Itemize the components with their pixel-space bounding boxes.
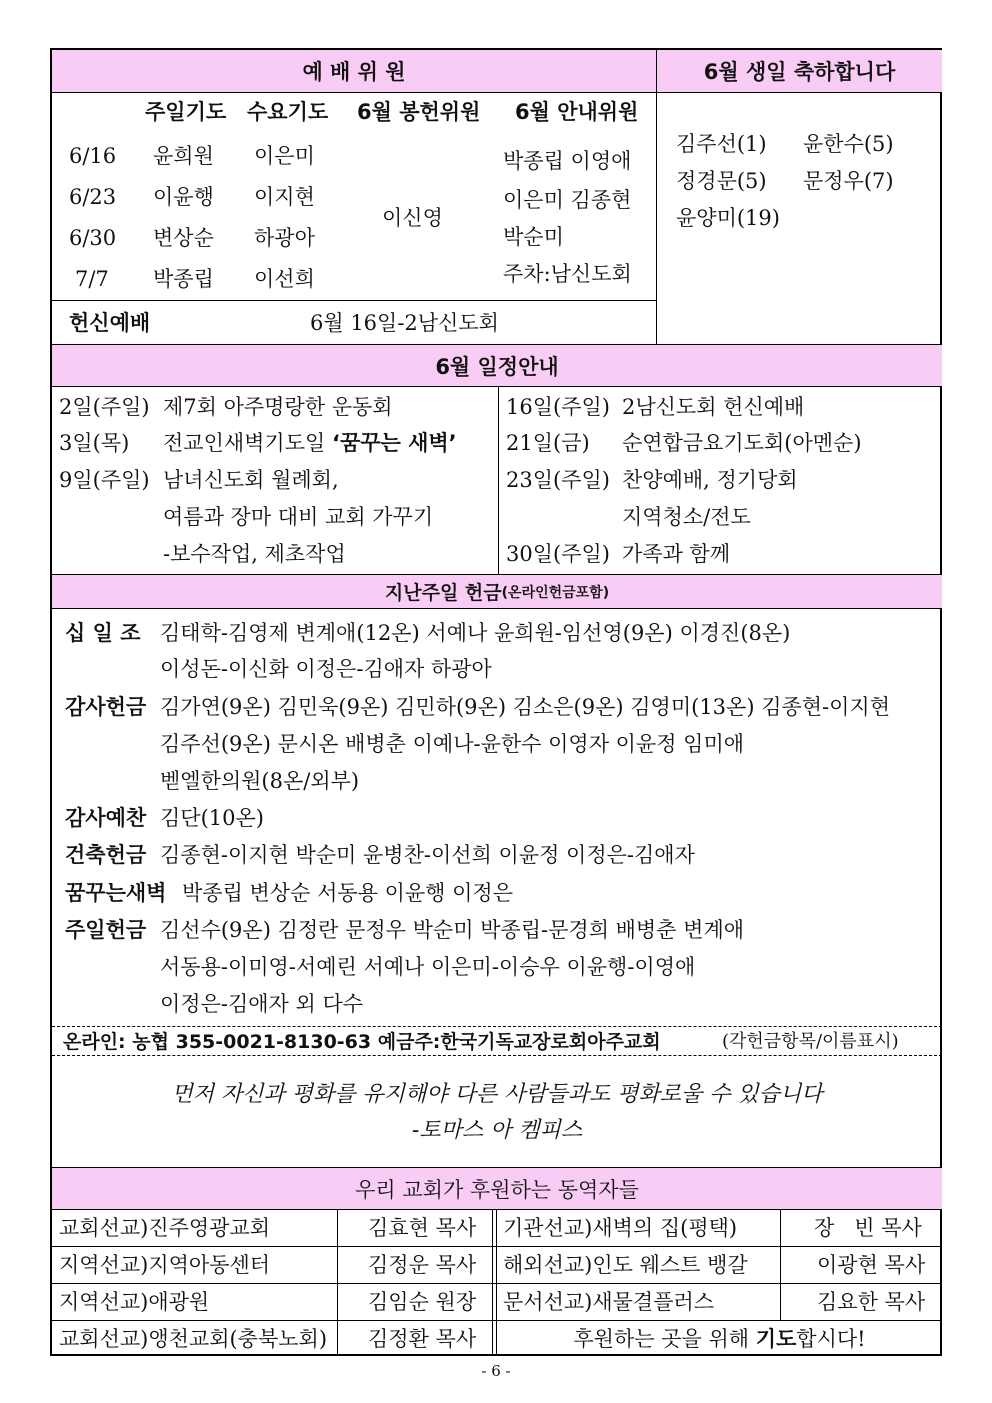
offering-label-thanks: 감사헌금	[65, 695, 147, 719]
mission-place: 문서선교)새물결플러스	[503, 1290, 715, 1314]
offering-names: 서동용-이미영-서예린 서예나 이은미-이승우 이윤행-이영애	[160, 955, 696, 979]
mission-place: 교회선교)진주영광교회	[59, 1216, 271, 1240]
birthday-name: 윤한수(5)	[803, 132, 894, 156]
dedication-value: 6월 16일-2남신도회	[310, 311, 499, 335]
col-wed-prayer: 수요기도	[247, 100, 329, 124]
schedule-text: 순연합금요기도회(아멘순)	[622, 431, 862, 455]
row-wed-prayer: 이지현	[254, 185, 315, 209]
offering-names: 이성돈-이신화 이정은-김애자 하광아	[160, 657, 492, 681]
col-divider	[337, 1209, 338, 1356]
row-sunday-prayer: 윤희원	[153, 144, 214, 168]
offering-label-sunday: 주일헌금	[65, 918, 147, 942]
col-sunday-prayer: 주일기도	[145, 100, 227, 124]
mission-person: 김임순 원장	[368, 1290, 477, 1314]
mission-place: 해외선교)인도 웨스트 뱅갈	[503, 1253, 748, 1277]
offering-names: 김종현-이지현 박순미 윤병찬-이선희 이윤정 이정은-김애자	[160, 843, 695, 867]
mission-place: 지역선교)애광원	[59, 1290, 210, 1314]
quote-text: 먼저 자신과 평화를 유지해야 다른 사람들과도 평화로울 수 있습니다	[171, 1082, 823, 1107]
mission-person: 김정환 목사	[368, 1327, 477, 1351]
mission-person: 김정운 목사	[368, 1253, 477, 1277]
row-date: 7/7	[75, 267, 109, 291]
quote-author: -토마스 아 켐피스	[411, 1118, 583, 1143]
schedule-text: 제7회 아주명랑한 운동회	[163, 395, 393, 419]
schedule-date: 21일(금)	[506, 431, 590, 455]
online-bottom-dots	[52, 1055, 942, 1056]
bulletin-page	[50, 48, 942, 1356]
birthday-name: 김주선(1)	[676, 132, 767, 156]
schedule-text: 전교인새벽기도일 ‘꿈꾸는 새벽’	[163, 431, 457, 455]
birthday-name: 정경문(5)	[676, 169, 767, 193]
schedule-date: 23일(주일)	[506, 468, 610, 492]
offering-person: 이신영	[382, 206, 443, 230]
birthday-name: 문정우(7)	[803, 169, 894, 193]
schedule-header: 6월 일정안내	[52, 345, 942, 387]
schedule-date: 3일(목)	[59, 431, 130, 455]
row-divider	[52, 1246, 942, 1247]
row-date: 6/16	[69, 144, 117, 168]
offering-label-building: 건축헌금	[65, 843, 147, 867]
schedule-text: 가족과 함께	[622, 542, 731, 566]
guide-line: 주차:남신도회	[503, 262, 632, 286]
col-divider	[780, 1209, 781, 1320]
schedule-date: 16일(주일)	[506, 395, 610, 419]
mission-person: 김효현 목사	[368, 1216, 477, 1240]
online-top-dots	[52, 1026, 942, 1027]
offering-names: 김주선(9온) 문시온 배병춘 이예나-윤한수 이영자 이윤정 임미애	[160, 732, 745, 756]
row-divider	[52, 1320, 942, 1321]
schedule-text: 2남신도회 헌신예배	[622, 395, 805, 419]
schedule-date: 9일(주일)	[59, 468, 150, 492]
mission-place: 교회선교)앵천교회(충북노회)	[59, 1327, 328, 1351]
row-date: 6/30	[69, 226, 117, 250]
col-guide-committee: 6월 안내위원	[515, 100, 639, 124]
worship-birthday-divider	[656, 50, 657, 344]
mission-person: 이광현 목사	[817, 1253, 926, 1277]
birthday-header: 6월 생일 축하합니다	[657, 50, 942, 93]
birthday-name: 윤양미(19)	[676, 206, 780, 230]
col-offering-committee: 6월 봉헌위원	[357, 100, 481, 124]
offering-names: 이정은-김애자 외 다수	[160, 992, 364, 1016]
missions-header: 우리 교회가 후원하는 동역자들	[52, 1168, 942, 1210]
col-divider	[492, 1209, 493, 1356]
row-date: 6/23	[69, 185, 117, 209]
mission-place: 지역선교)지역아동센터	[59, 1253, 271, 1277]
offering-names: 박종립 변상순 서동용 이윤행 이정은	[182, 881, 513, 905]
row-sunday-prayer: 변상순	[153, 226, 214, 250]
mission-closing: 후원하는 곳을 위해 기도합시다!	[573, 1327, 866, 1351]
online-account: 온라인: 농협 355-0021-8130-63 예금주:한국기독교장로회아주교회	[63, 1031, 661, 1053]
mission-person: 장 빈 목사	[814, 1216, 922, 1240]
offering-label-dawn: 꿈꾸는새벽	[65, 881, 167, 905]
schedule-text: 찬양예배, 정기당회	[622, 468, 798, 492]
guide-line: 박종립 이영애	[503, 149, 632, 173]
schedule-date: 2일(주일)	[59, 395, 150, 419]
row-wed-prayer: 하광아	[254, 226, 315, 250]
schedule-column-divider	[498, 386, 499, 574]
online-note: (각헌금항목/이름표시)	[722, 1031, 899, 1052]
dedication-divider	[52, 300, 656, 301]
row-wed-prayer: 이선희	[254, 267, 315, 291]
schedule-text: 여름과 장마 대비 교회 가꾸기	[163, 505, 434, 529]
schedule-text: 지역청소/전도	[622, 505, 751, 529]
offering-label-tithe: 십 일 조	[65, 621, 141, 645]
offering-label-praise: 감사예찬	[65, 806, 147, 830]
guide-line: 이은미 김종현	[503, 188, 632, 212]
offering-names: 김태학-김영제 변계애(12온) 서예나 윤희원-임선영(9온) 이경진(8온)	[160, 621, 791, 645]
row-sunday-prayer: 박종립	[153, 267, 214, 291]
offering-names: 김단(10온)	[160, 806, 264, 830]
row-sunday-prayer: 이윤행	[153, 185, 214, 209]
offering-names: 김선수(9온) 김정란 문정우 박순미 박종립-문경희 배병춘 변계애	[160, 918, 745, 942]
mission-person: 김요한 목사	[817, 1290, 926, 1314]
row-wed-prayer: 이은미	[254, 144, 315, 168]
row-divider	[52, 1283, 942, 1284]
worship-header: 예 배 위 원	[52, 50, 656, 93]
guide-line: 박순미	[503, 225, 564, 249]
offering-names: 벧엘한의원(8온/외부)	[160, 769, 360, 793]
offering-names: 김가연(9온) 김민욱(9온) 김민하(9온) 김소은(9온) 김영미(13온) 김종현-이지현	[160, 695, 890, 719]
schedule-date: 30일(주일)	[506, 542, 610, 566]
dedication-label: 헌신예배	[69, 311, 151, 335]
page-number: - 6 -	[481, 1362, 511, 1380]
schedule-text: 남녀신도회 월례회,	[163, 468, 339, 492]
schedule-text: -보수작업, 제초작업	[163, 542, 346, 566]
offerings-header: 지난주일 헌금 (온라인헌금포함)	[52, 575, 942, 609]
mission-place: 기관선교)새벽의 집(평택)	[503, 1216, 738, 1240]
